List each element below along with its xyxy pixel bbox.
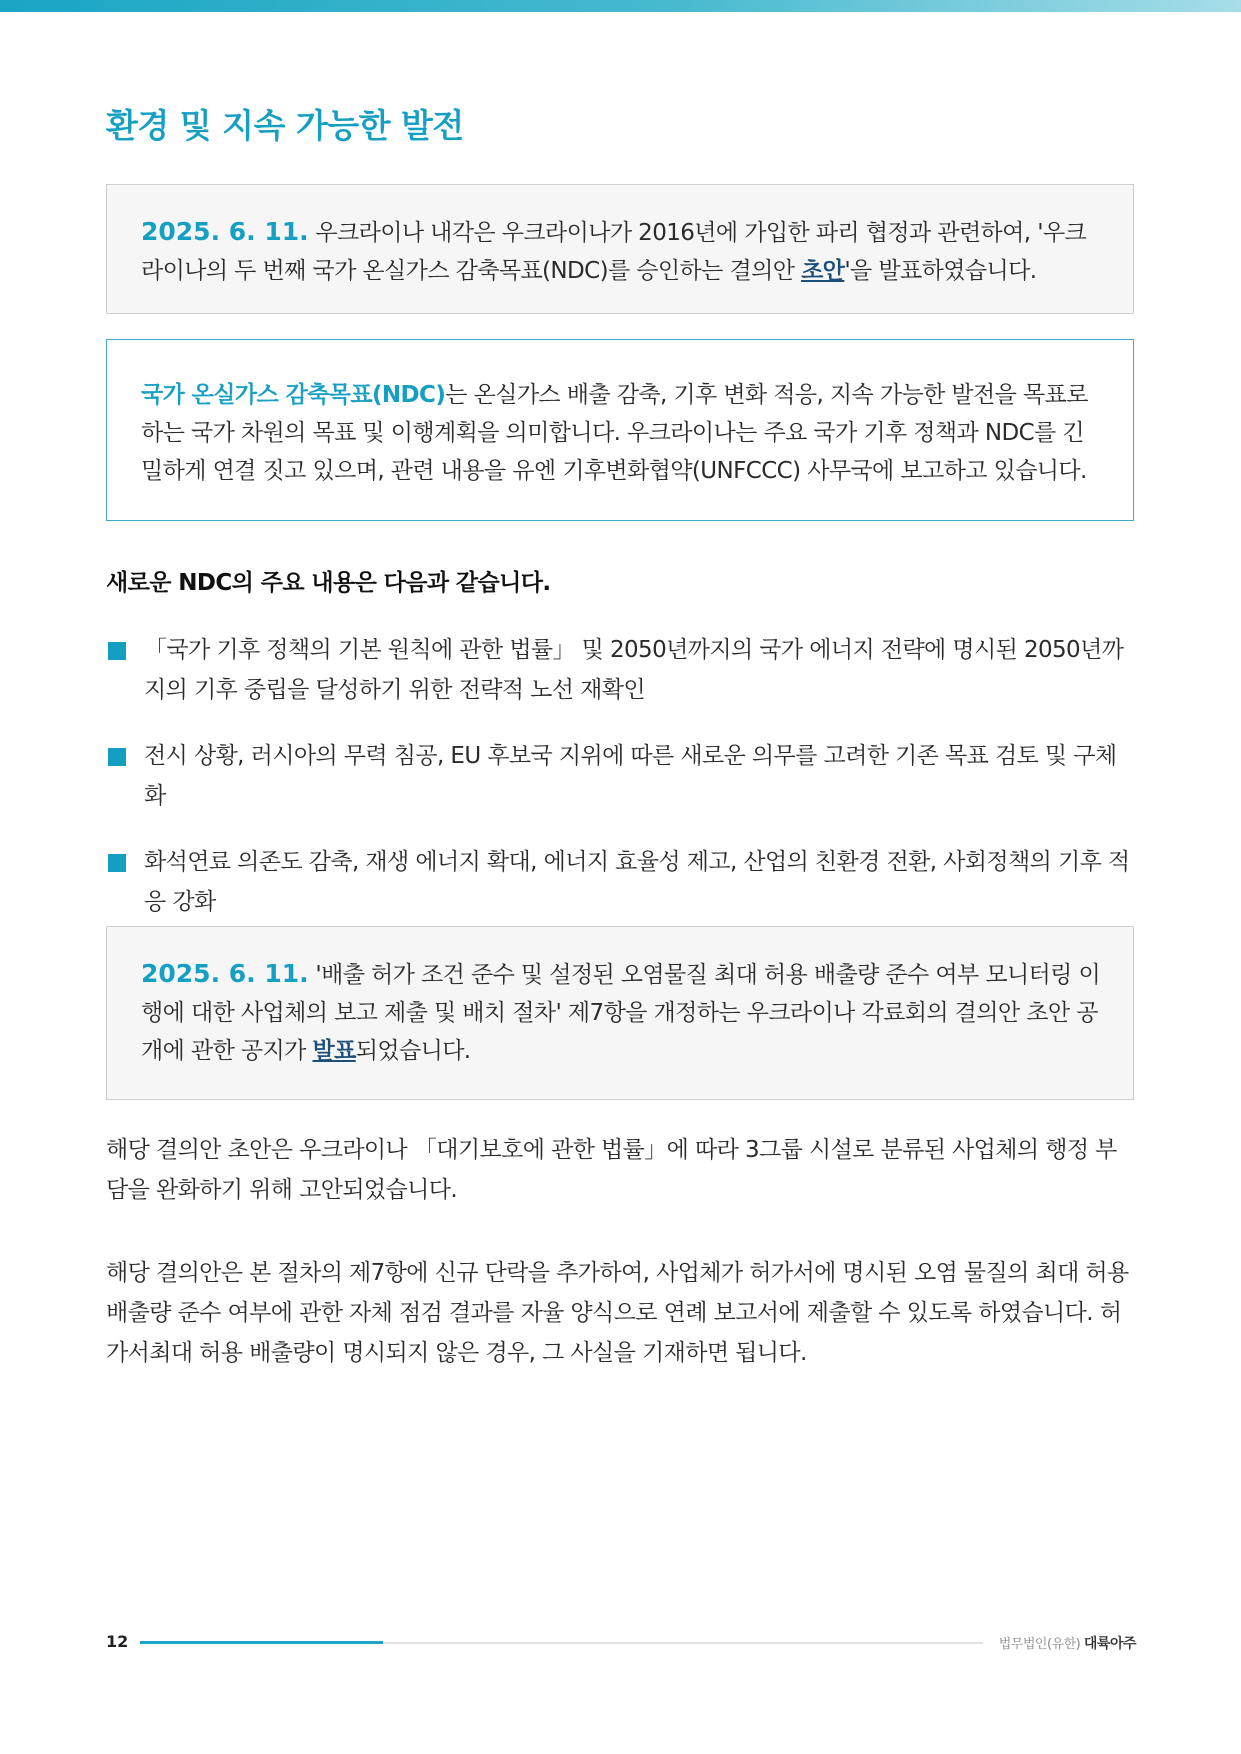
firm-brand: 대륙아주: [1083, 1636, 1136, 1652]
news-date: 2025. 6. 11.: [141, 217, 309, 246]
list-item: [106, 842, 1136, 922]
list-item: [106, 736, 1136, 816]
news-box-emission-reporting: [106, 926, 1134, 1100]
square-bullet-icon: [108, 854, 126, 872]
square-bullet-icon: [108, 642, 126, 660]
news-text: 우크라이나 내각은 우크라이나가 2016년에 가입한 파리 협정과 관련하여, '우크라이나의 두 번째 국가 온실가스 감축목표(NDC)를 승인하는 결의안: [141, 220, 1087, 284]
ndc-definition-text: 는 온실가스 배출 감축, 기후 변화 적응, 지속 가능한 발전을 목표로 하는 국가 차원의 목표 및 이행계획을 의미합니다. 우크라이나는 주요 국가 기후 정책과 NDC를 긴밀하게 연결 짓고 있으며, 관련 내용을 유엔 기후변화협약(UNFCCC) 사무국에 보고하고 있습니다.: [141, 382, 1088, 484]
footer-firm-name: [990, 1633, 1136, 1653]
page-title: 환경 및 지속 가능한 발전: [106, 106, 464, 145]
ndc-term: 국가 온실가스 감축목표(NDC): [141, 382, 446, 408]
news-date: 2025. 6. 11.: [141, 959, 309, 988]
news-box-ndc-draft: [106, 184, 1134, 314]
body-paragraph: 해당 결의안은 본 절차의 제7항에 신규 단락을 추가하여, 사업체가 허가서에 명시된 오염 물질의 최대 허용 배출량 준수 여부에 관한 자체 점검 결과를 자율 양식으로 연례 보고서에 제출할 수 있도록 하였습니다. 허가서최대 허용 배출량이 명시되지 않은 경우, 그 사실을 기재하면 됩니다.: [106, 1260, 1129, 1366]
list-item: [106, 630, 1136, 710]
list-item-text: 화석연료 의존도 감축, 재생 에너지 확대, 에너지 효율성 제고, 산업의 친환경 전환, 사회정책의 기후 적응 강화: [144, 849, 1130, 915]
announcement-link[interactable]: 발표: [312, 1038, 356, 1064]
news-text-end: '을 발표하였습니다.: [844, 258, 1037, 284]
square-bullet-icon: [108, 748, 126, 766]
firm-prefix: 법무법인(유한): [998, 1637, 1081, 1652]
body-paragraph: 해당 결의안 초안은 우크라이나 「대기보호에 관한 법률」에 따라 3그룹 시설로 분류된 사업체의 행정 부담을 완화하기 위해 고안되었습니다.: [106, 1137, 1117, 1203]
section-subheading: 새로운 NDC의 주요 내용은 다음과 같습니다.: [106, 570, 551, 596]
top-accent-bar: [0, 0, 1241, 12]
draft-link[interactable]: 초안: [801, 258, 845, 284]
news-text-end: 되었습니다.: [355, 1038, 471, 1064]
footer-divider-accent: [140, 1641, 383, 1644]
page-number: 12: [106, 1632, 129, 1651]
list-item-text: 「국가 기후 정책의 기본 원칙에 관한 법률」 및 2050년까지의 국가 에너지 전략에 명시된 2050년까지의 기후 중립을 달성하기 위한 전략적 노선 재확인: [144, 637, 1124, 703]
news-text: '배출 허가 조건 준수 및 설정된 오염물질 최대 허용 배출량 준수 여부 모니터링 이행에 대한 사업체의 보고 제출 및 배치 절차' 제7항을 개정하는 우크라이나 각료회의 결의안 초안 공개에 관한 공지가: [141, 962, 1101, 1064]
list-item-text: 전시 상황, 러시아의 무력 침공, EU 후보국 지위에 따른 새로운 의무를 고려한 기존 목표 검토 및 구체화: [144, 743, 1117, 809]
ndc-key-points-list: [106, 630, 1136, 948]
ndc-definition-box: [106, 339, 1134, 521]
